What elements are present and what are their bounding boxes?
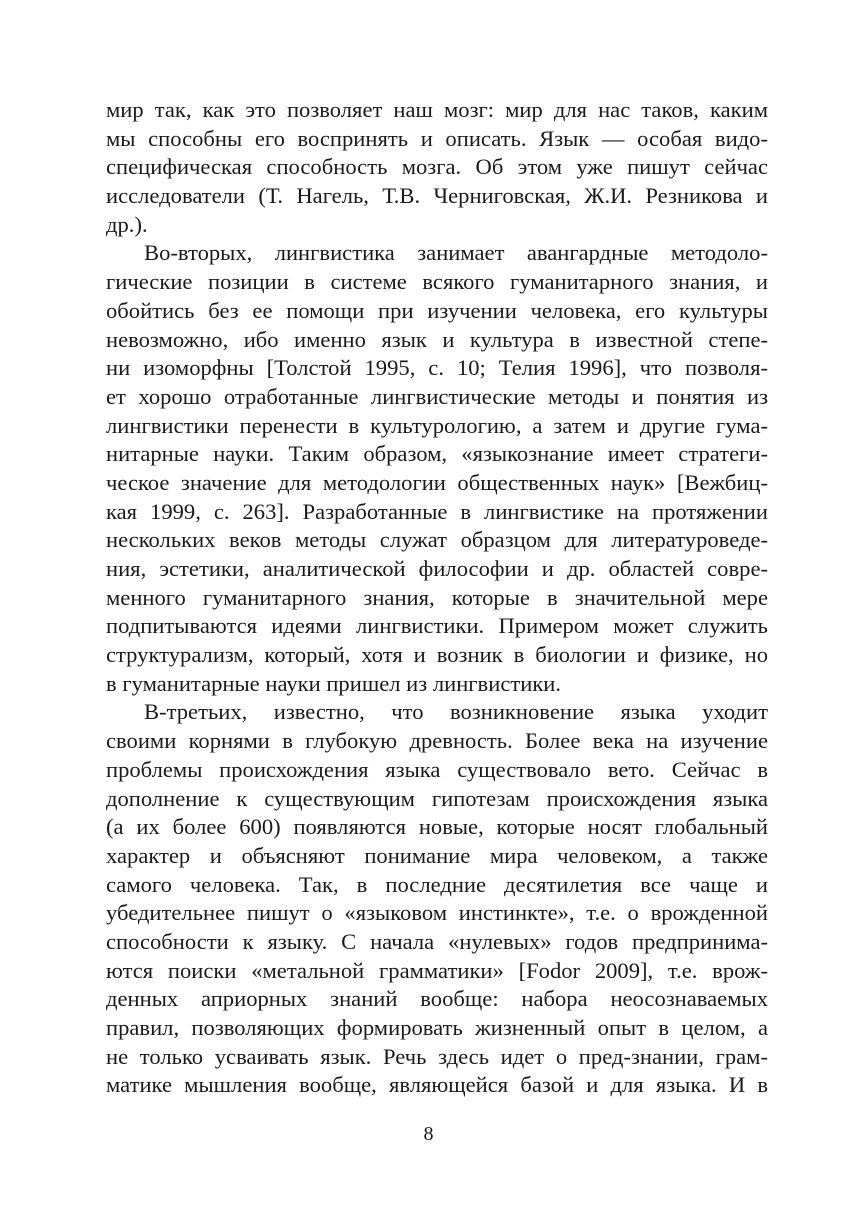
text-line: ются поиски «метальной грамматики» [Fodor 2009], т.е. врож- xyxy=(106,957,768,983)
text-line: мы способны его воспринять и описать. Язык — особая видо- xyxy=(106,125,768,151)
text-line: др.). xyxy=(106,211,148,237)
text-line: гические позиции в системе всякого гуманитарного знания, и xyxy=(106,269,768,295)
text-line: обойтись без ее помощи при изучении человека, его культуры xyxy=(106,297,768,323)
text-line: лингвистики перенести в культурологию, а затем и другие гума- xyxy=(106,412,768,438)
text-line: характер и объясняют понимание мира человеком, а также xyxy=(106,842,768,868)
body-text xyxy=(106,96,768,1100)
text-line: кая 1999, с. 263]. Разработанные в лингвистике на протяжении xyxy=(106,498,768,524)
paragraph xyxy=(106,239,768,698)
text-line: ческое значение для методологии общественных наук» [Вежбиц- xyxy=(106,469,768,495)
text-line: В-третьих, известно, что возникновение языка уходит xyxy=(144,699,768,725)
text-line: своими корнями в глубокую древность. Более века на изучение xyxy=(106,728,768,754)
text-line: самого человека. Так, в последние десятилетия все чаще и xyxy=(106,871,768,897)
text-line: нитарные науки. Таким образом, «языкознание имеет стратеги- xyxy=(106,441,768,467)
text-line: не только усваивать язык. Речь здесь идет о пред-знании, грам- xyxy=(106,1043,768,1069)
text-line: в гуманитарные науки пришел из лингвистики. xyxy=(106,670,562,696)
paragraph xyxy=(106,698,768,1100)
page-number: 8 xyxy=(423,1123,434,1145)
text-line: ния, эстетики, аналитической философии и др. областей совре- xyxy=(106,556,768,581)
paragraph xyxy=(106,96,768,239)
text-line: структурализм, который, хотя и возник в биологии и физике, но xyxy=(106,642,768,668)
text-line: проблемы происхождения языка существовало вето. Сейчас в xyxy=(106,756,768,782)
text-line: ет хорошо отработанные лингвистические методы и понятия из xyxy=(106,383,768,409)
text-line: специфическая способность мозга. Об этом уже пишут сейчас xyxy=(106,154,768,180)
text-line: невозможно, ибо именно язык и культура в известной степе- xyxy=(106,326,768,352)
text-line: матике мышления вообще, являющейся базой и для языка. И в xyxy=(106,1072,768,1098)
text-line: способности к языку. С начала «нулевых» годов предпринима- xyxy=(106,928,768,954)
text-line: менного гуманитарного знания, которые в значительной мере xyxy=(106,584,768,610)
text-line: ни изоморфны [Толстой 1995, с. 10; Телия 1996], что позволя- xyxy=(106,355,768,381)
text-line: правил, позволяющих формировать жизненный опыт в целом, а xyxy=(106,1015,768,1040)
text-line: убедительнее пишут о «языковом инстинкте», т.е. о врожденной xyxy=(106,900,768,926)
text-line: мир так, как это позволяет наш мозг: мир для нас таков, каким xyxy=(106,97,768,122)
text-line: подпитываются идеями лингвистики. Примером может служить xyxy=(106,613,768,639)
text-line: дополнение к существующим гипотезам происхождения языка xyxy=(106,785,768,811)
text-line: нескольких веков методы служат образцом для литературоведе- xyxy=(106,527,768,553)
text-line: денных априорных знаний вообще: набора неосознаваемых xyxy=(106,986,768,1012)
text-line: исследователи (Т. Нагель, Т.В. Черниговская, Ж.И. Резникова и xyxy=(106,183,768,209)
text-line: (а их более 600) появляются новые, которые носят глобальный xyxy=(106,814,768,840)
text-line: Во-вторых, лингвистика занимает авангардные методоло- xyxy=(144,240,768,266)
